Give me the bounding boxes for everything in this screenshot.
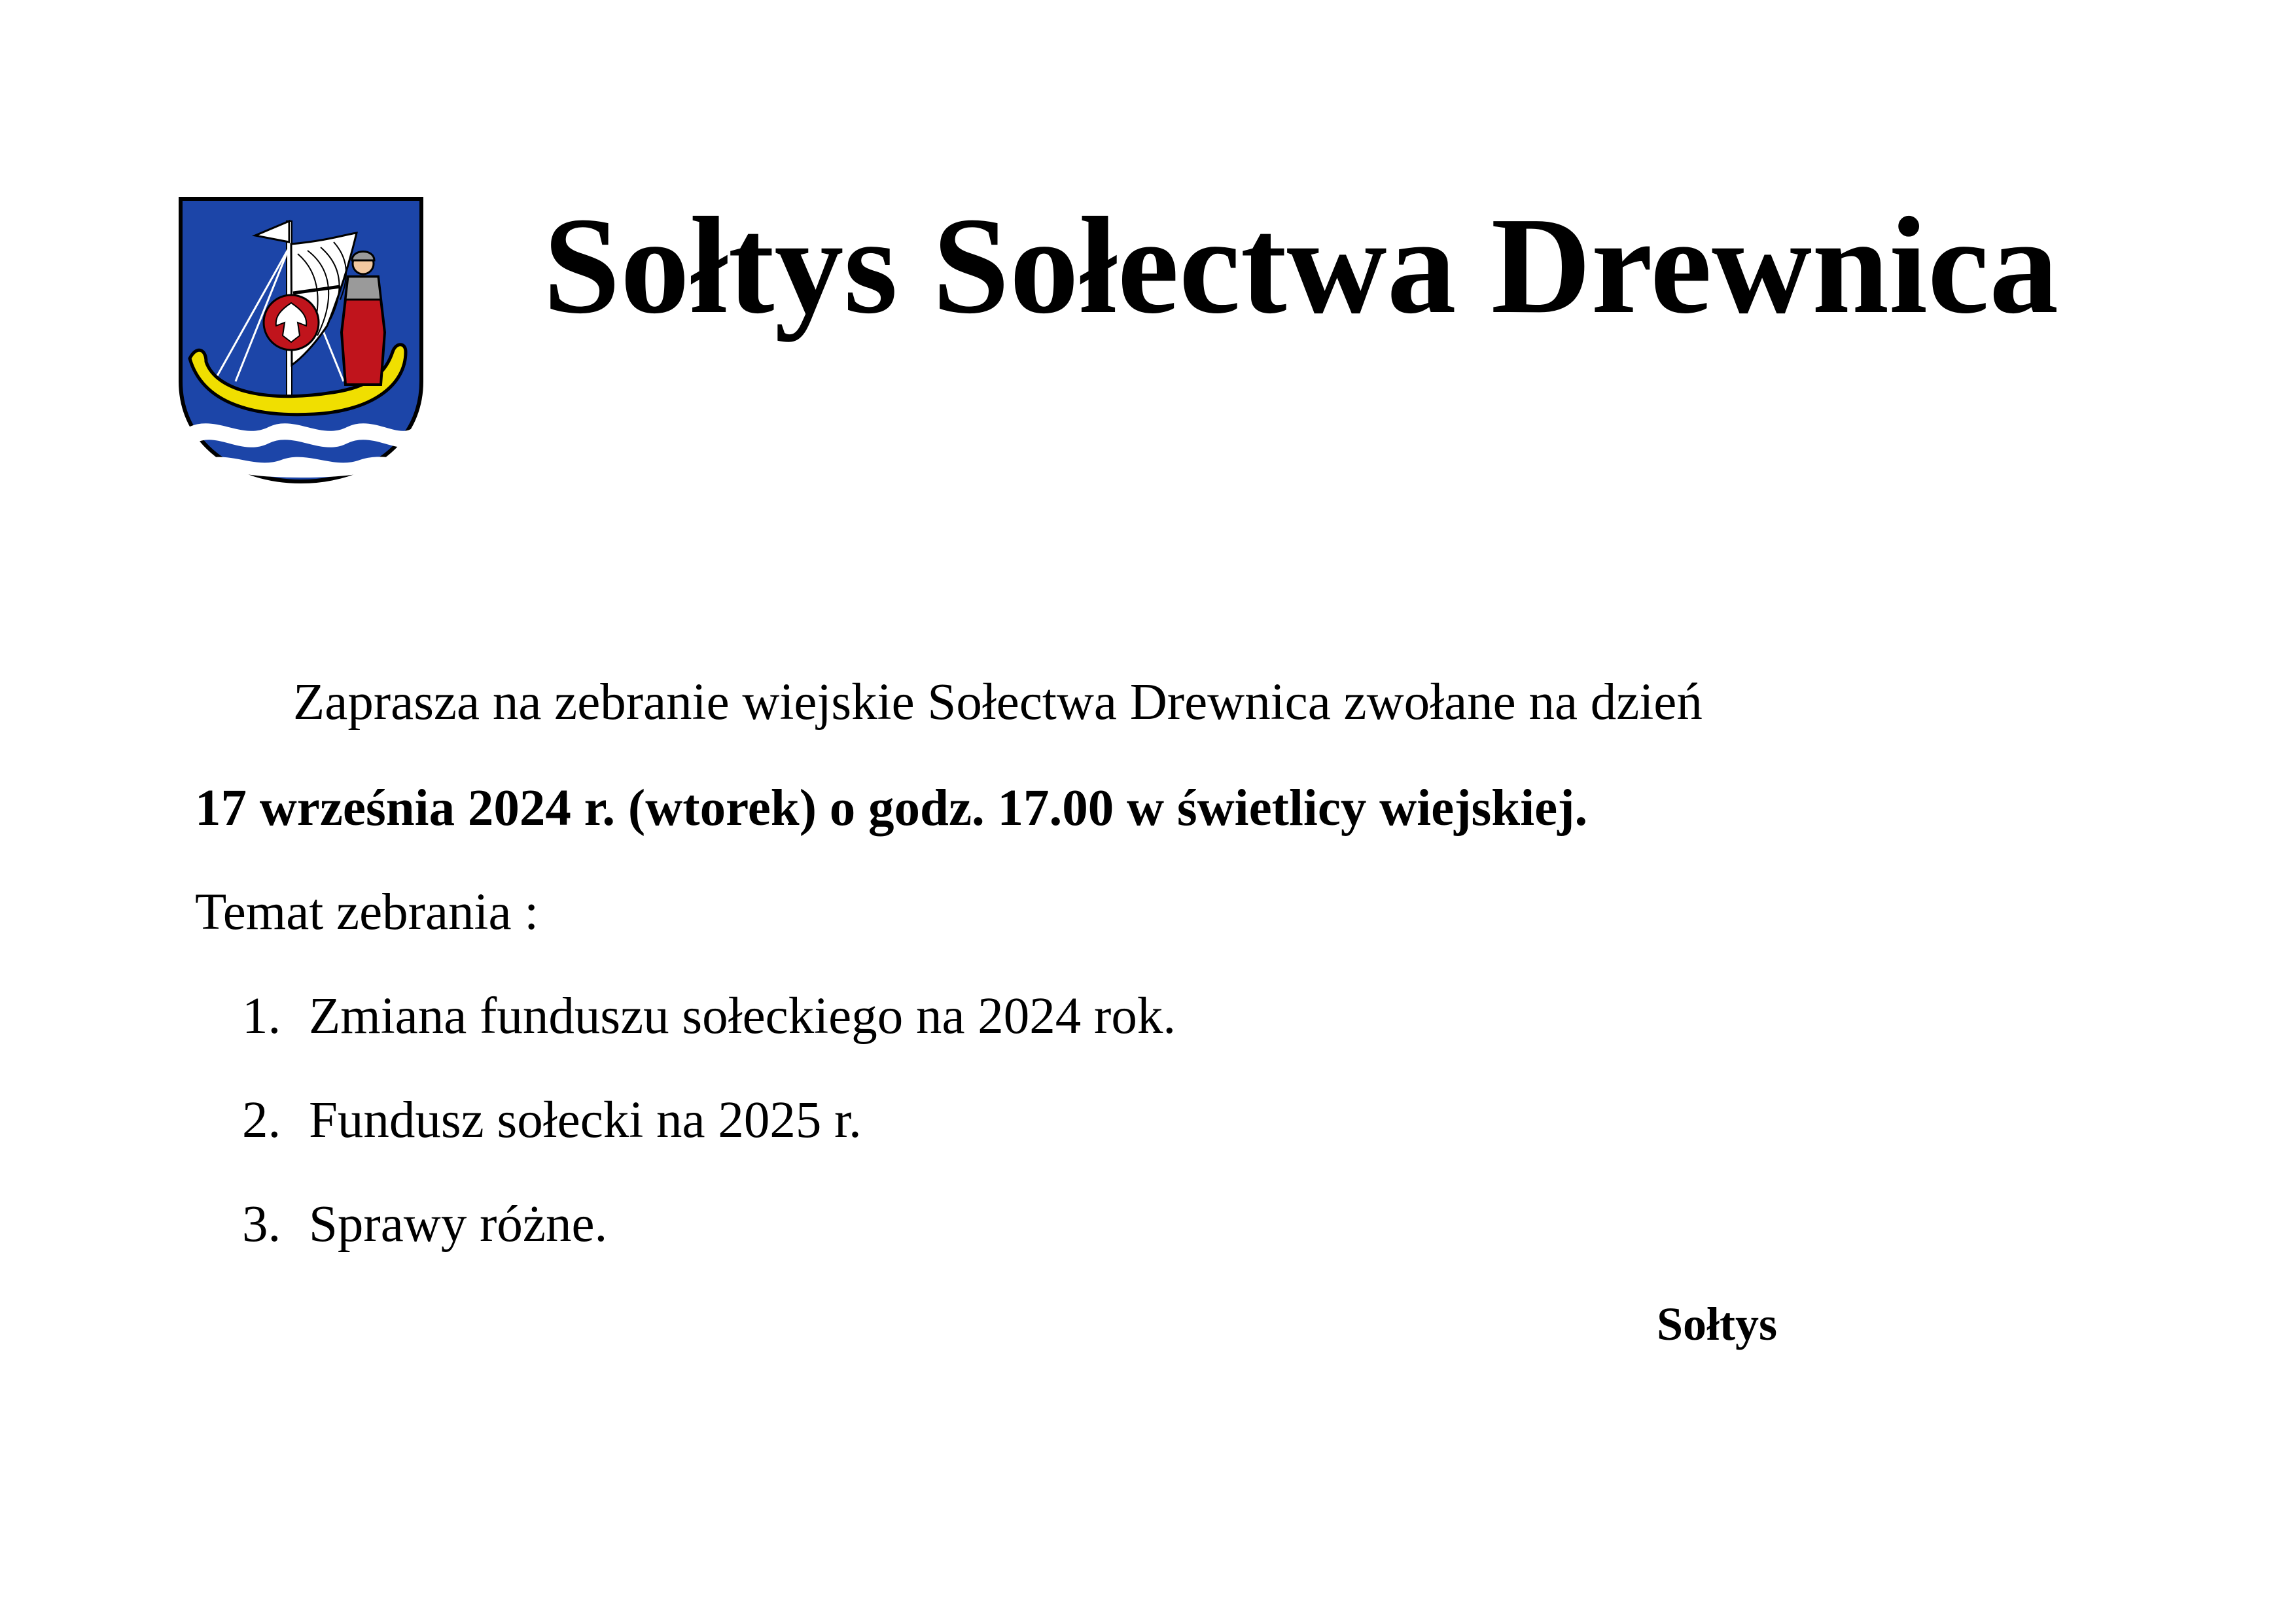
list-item (242, 1196, 608, 1253)
list-item-number: 1. (242, 988, 281, 1045)
signature: Sołtys (1657, 1298, 1778, 1350)
list-item-text: Sprawy różne. (309, 1196, 608, 1253)
list-item-text: Fundusz sołecki na 2025 r. (309, 1092, 862, 1149)
list-item-number: 2. (242, 1092, 281, 1149)
page-title: Sołtys Sołectwa Drewnica (543, 188, 2059, 342)
coat-of-arms-icon (177, 195, 425, 486)
list-item (242, 988, 1176, 1045)
list-item-text: Zmiana funduszu sołeckiego na 2024 rok. (309, 988, 1176, 1045)
list-item-number: 3. (242, 1196, 281, 1253)
meeting-date-line: 17 września 2024 r. (wtorek) o godz. 17.00 w świetlicy wiejskiej. (195, 780, 1588, 837)
invitation-text: Zaprasza na zebranie wiejskie Sołectwa Drewnica zwołane na dzień (293, 674, 1703, 731)
list-item (242, 1092, 862, 1149)
agenda-heading: Temat zebrania : (195, 884, 539, 941)
